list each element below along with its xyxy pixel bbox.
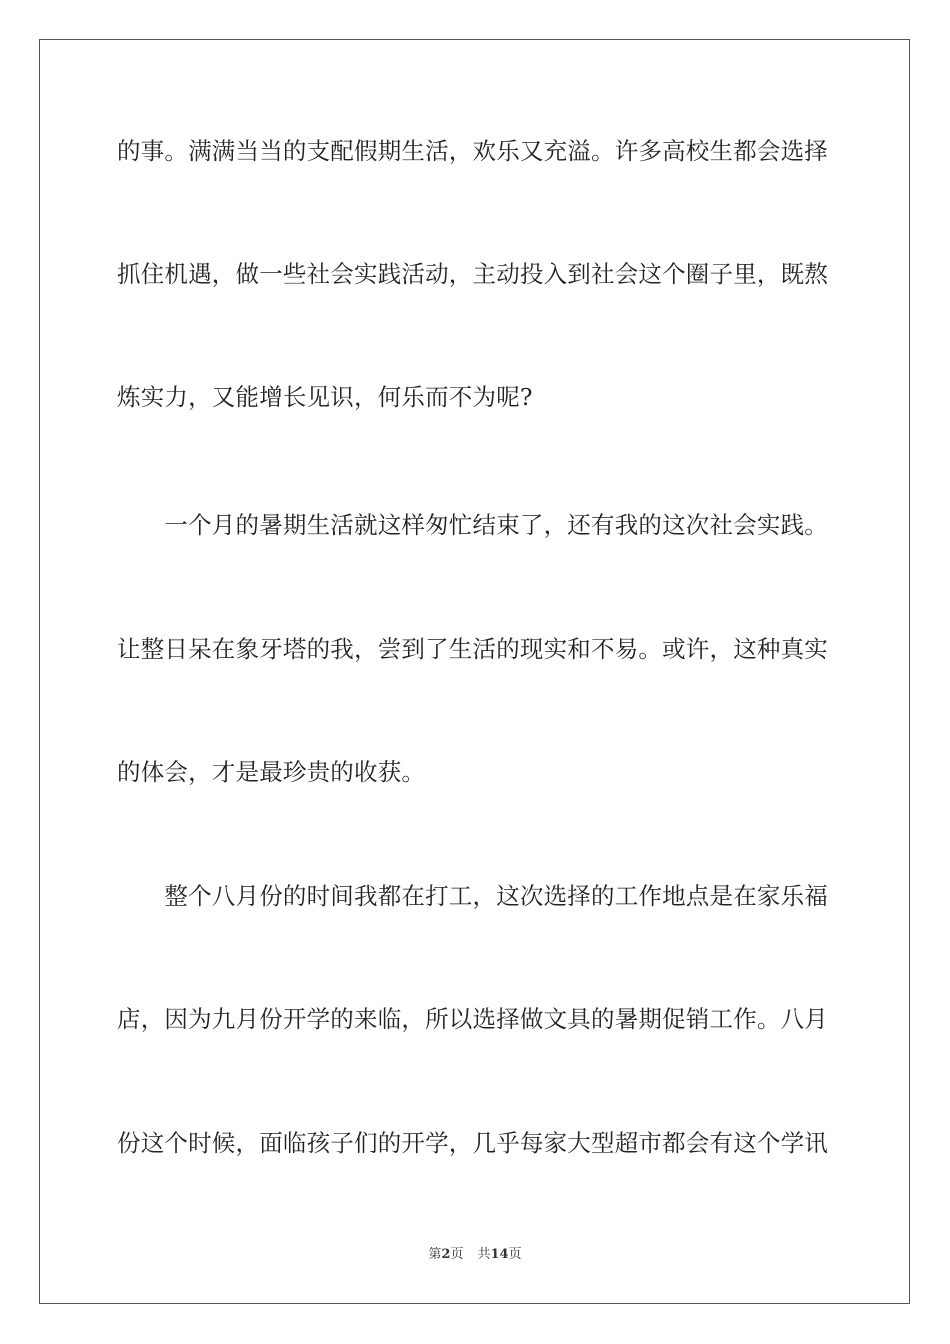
text-line: 整个八月份的时间我都在打工，这次选择的工作地点是在家乐福 <box>117 882 828 910</box>
total-label-prefix: 共 <box>477 1247 491 1262</box>
page-footer <box>0 1246 950 1264</box>
page-number: 2 <box>441 1247 451 1262</box>
text-line: 一个月的暑期生活就这样匆忙结束了，还有我的这次社会实践。 <box>117 511 828 539</box>
text-line: 的体会，才是最珍贵的收获。 <box>117 758 426 786</box>
page-frame <box>39 39 910 1304</box>
text-line: 店，因为九月份开学的来临，所以选择做文具的暑期促销工作。八月 <box>117 1005 828 1033</box>
total-pages: 14 <box>490 1247 509 1262</box>
page-label-prefix: 第 <box>428 1247 442 1262</box>
text-line: 让整日呆在象牙塔的我，尝到了生活的现实和不易。或许，这种真实 <box>117 635 828 663</box>
text-line: 的事。满满当当的支配假期生活，欢乐又充溢。许多高校生都会选择 <box>117 137 828 165</box>
text-line: 炼实力，又能增长见识，何乐而不为呢? <box>117 383 533 411</box>
text-line: 抓住机遇，做一些社会实践活动，主动投入到社会这个圈子里，既熬 <box>117 260 828 288</box>
page-label-suffix: 页 <box>450 1247 464 1262</box>
text-line: 份这个时候，面临孩子们的开学，几乎每家大型超市都会有这个学讯 <box>117 1129 828 1157</box>
total-label-suffix: 页 <box>508 1247 522 1262</box>
